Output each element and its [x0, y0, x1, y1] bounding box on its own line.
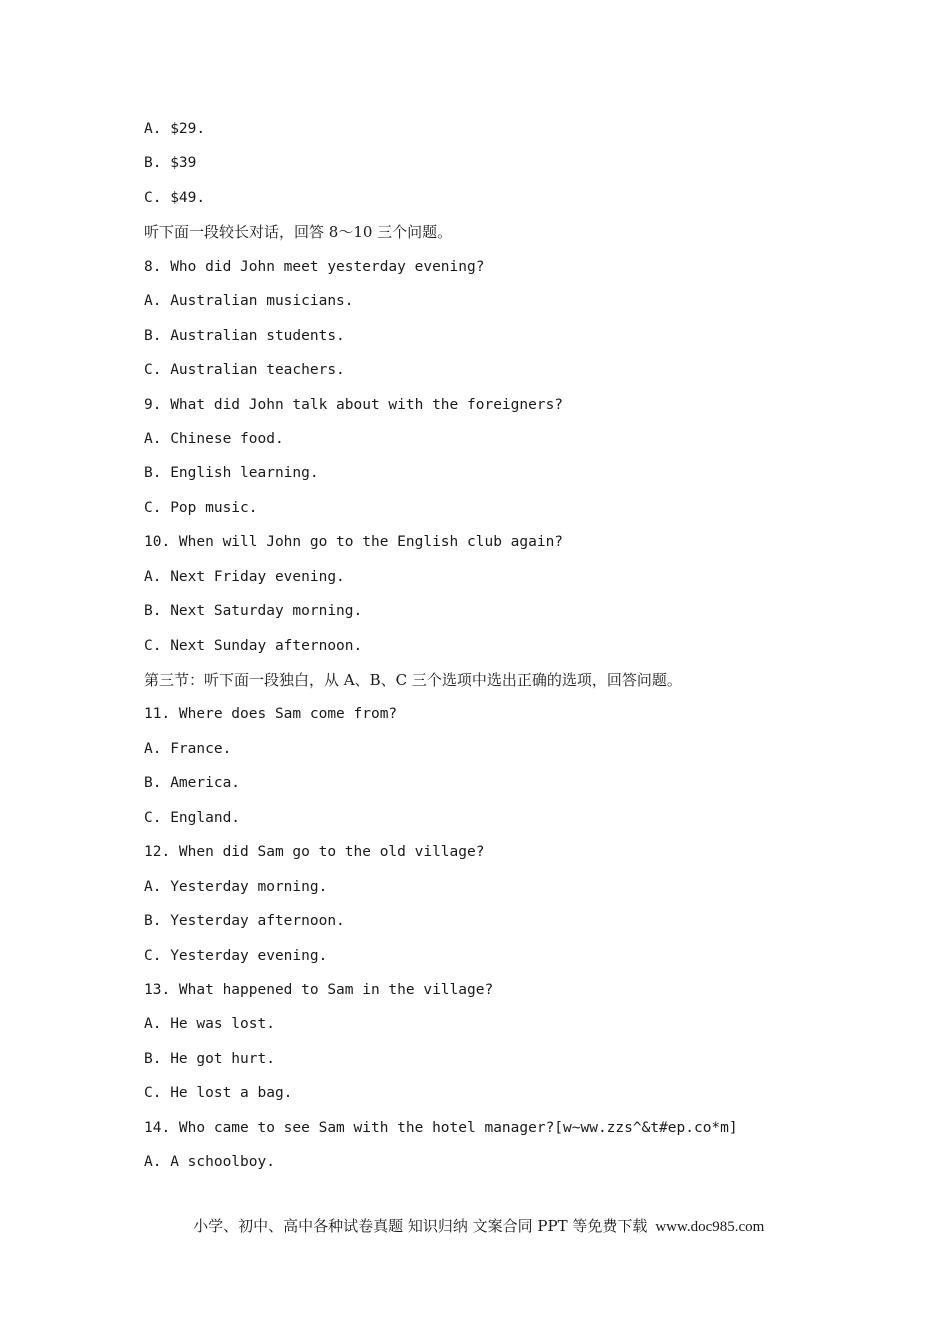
answer-option: B. America. [144, 775, 241, 792]
answer-option: A. $29. [144, 121, 206, 137]
answer-option: C. Next Sunday afternoon. [144, 637, 363, 654]
answer-option: A. Australian musicians. [144, 293, 354, 310]
exam-content [144, 117, 884, 1185]
question-line: 8. Who did John meet yesterday evening? [144, 258, 485, 275]
answer-option: B. He got hurt. [144, 1050, 275, 1067]
question-line: 10. When will John go to the English club again? [144, 534, 564, 551]
footer-text: 小学、初中、高中各种试卷真题 知识归纳 文案合同 PPT 等免费下载 [193, 1217, 648, 1235]
answer-option: C. He lost a bag. [144, 1085, 293, 1102]
section-instruction: 第三节：听下面一段独白，从 A、B、C 三个选项中选出正确的选项，回答问题。 [144, 671, 682, 689]
answer-option: B. Australian students. [144, 327, 345, 344]
section-instruction: 听下面一段较长对话，回答 8～10 三个问题。 [144, 223, 453, 242]
answer-option: A. Next Friday evening. [144, 568, 345, 585]
question-line: 9. What did John talk about with the foreigners? [144, 396, 564, 413]
answer-option: A. France. [144, 740, 232, 757]
answer-option: B. Yesterday afternoon. [144, 913, 345, 930]
answer-option: A. Chinese food. [144, 430, 284, 447]
question-line: 11. Where does Sam come from? [144, 706, 398, 723]
answer-option: C. $49. [144, 189, 206, 206]
answer-option: A. He was lost. [144, 1016, 275, 1033]
answer-option: B. English learning. [144, 465, 319, 482]
answer-option: A. A schoolboy. [144, 1154, 275, 1171]
answer-option: C. Yesterday evening. [144, 947, 328, 964]
question-line: 14. Who came to see Sam with the hotel manager?[w~ww.zzs^&t#ep.co*m] [144, 1119, 738, 1136]
answer-option: A. Yesterday morning. [144, 878, 328, 895]
answer-option: C. England. [144, 809, 241, 826]
answer-option: C. Pop music. [144, 499, 258, 516]
answer-option: B. $39 [144, 155, 197, 172]
answer-option: B. Next Saturday morning. [144, 603, 363, 620]
page-footer [174, 1190, 764, 1263]
footer-website: www.doc985.com [655, 1219, 765, 1235]
question-line: 12. When did Sam go to the old village? [144, 844, 485, 861]
question-line: 13. What happened to Sam in the village? [144, 981, 494, 998]
answer-option: C. Australian teachers. [144, 362, 345, 379]
